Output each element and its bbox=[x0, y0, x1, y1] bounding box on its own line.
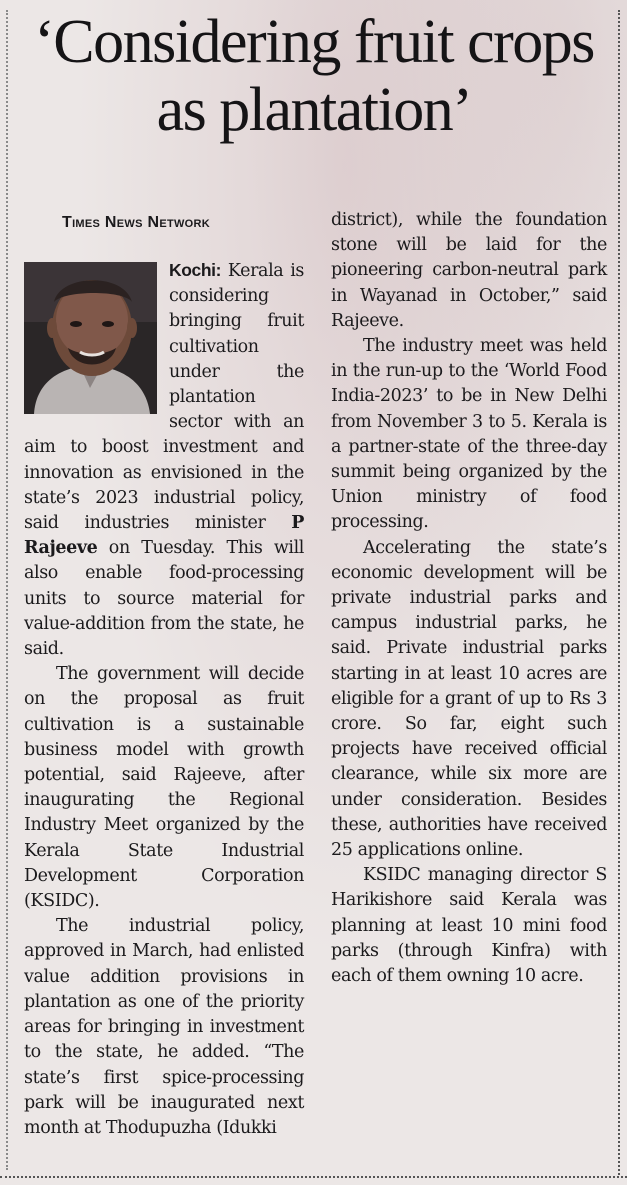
right-dotted-border bbox=[618, 10, 620, 1175]
paragraph-6: KSIDC managing director S Harikishore said Kerala was planning at least 10 mini food parks (through Kinfra) with each of them owning 10 acre. bbox=[331, 865, 607, 987]
headline: ‘Considering fruit crops as plantation’ bbox=[34, 8, 594, 144]
paragraph-1 bbox=[24, 258, 304, 662]
paragraph-3-continued: district), while the foundation stone will be laid for the pioneering carbon-neutral park in Wayanad in October,” said Rajeeve. bbox=[331, 210, 607, 331]
paragraph-1-text-a: Kerala is considering bringing fruit cultivation under the plantation sector with an aim to boost investment and innovation as envisioned in the state’s 2023 industrial policy, said industries minister bbox=[24, 261, 304, 534]
paragraph-4: The industry meet was held in the run-up to the ‘World Food India-2023’ to be in New Delhi from November 3 to 5. Kerala is a partner-state of the three-day summit being organized by the Union ministry of food processing. bbox=[331, 336, 607, 533]
dateline: Kochi: bbox=[169, 260, 222, 280]
person-portrait-icon bbox=[24, 262, 157, 414]
paragraph-5: Accelerating the state’s economic development will be private industrial parks and campus industrial parks, he said. Private industrial parks starting in at least 10 acres are eligible for a grant of up to Rs 3 crore. So far, eight such projects have received official clearance, while six more are under consideration. Besides these, authorities have received 25 applications online. bbox=[331, 537, 607, 861]
left-dotted-border bbox=[6, 10, 8, 1170]
paragraph-3 bbox=[24, 914, 304, 1141]
byline: Times News Network bbox=[62, 214, 211, 231]
bottom-dotted-border bbox=[0, 1176, 627, 1178]
column-2 bbox=[331, 208, 607, 989]
paragraph-3-text: The industrial policy, approved in March, had enlisted value addition provisions in plantation as one of the priority areas for bringing in investment to the state, he added. “The state’s first spice-processing park will be inaugurated next month at Thodupuzha (Idukki bbox=[24, 916, 304, 1138]
minister-name: P Rajeeve bbox=[24, 513, 304, 559]
paragraph-2: The government will decide on the proposal as fruit cultivation is a sustainable business model with growth potential, said Rajeeve, after inaugurating the Regional Industry Meet organized by the Kerala State Industrial Development Corporation (KSIDC). bbox=[24, 664, 304, 912]
paragraph-1-text-b: on Tuesday. This will also enable food-processing units to source material for value-addition from the state, he said. bbox=[24, 538, 304, 660]
column-1 bbox=[24, 258, 304, 1141]
minister-photo bbox=[24, 262, 157, 414]
